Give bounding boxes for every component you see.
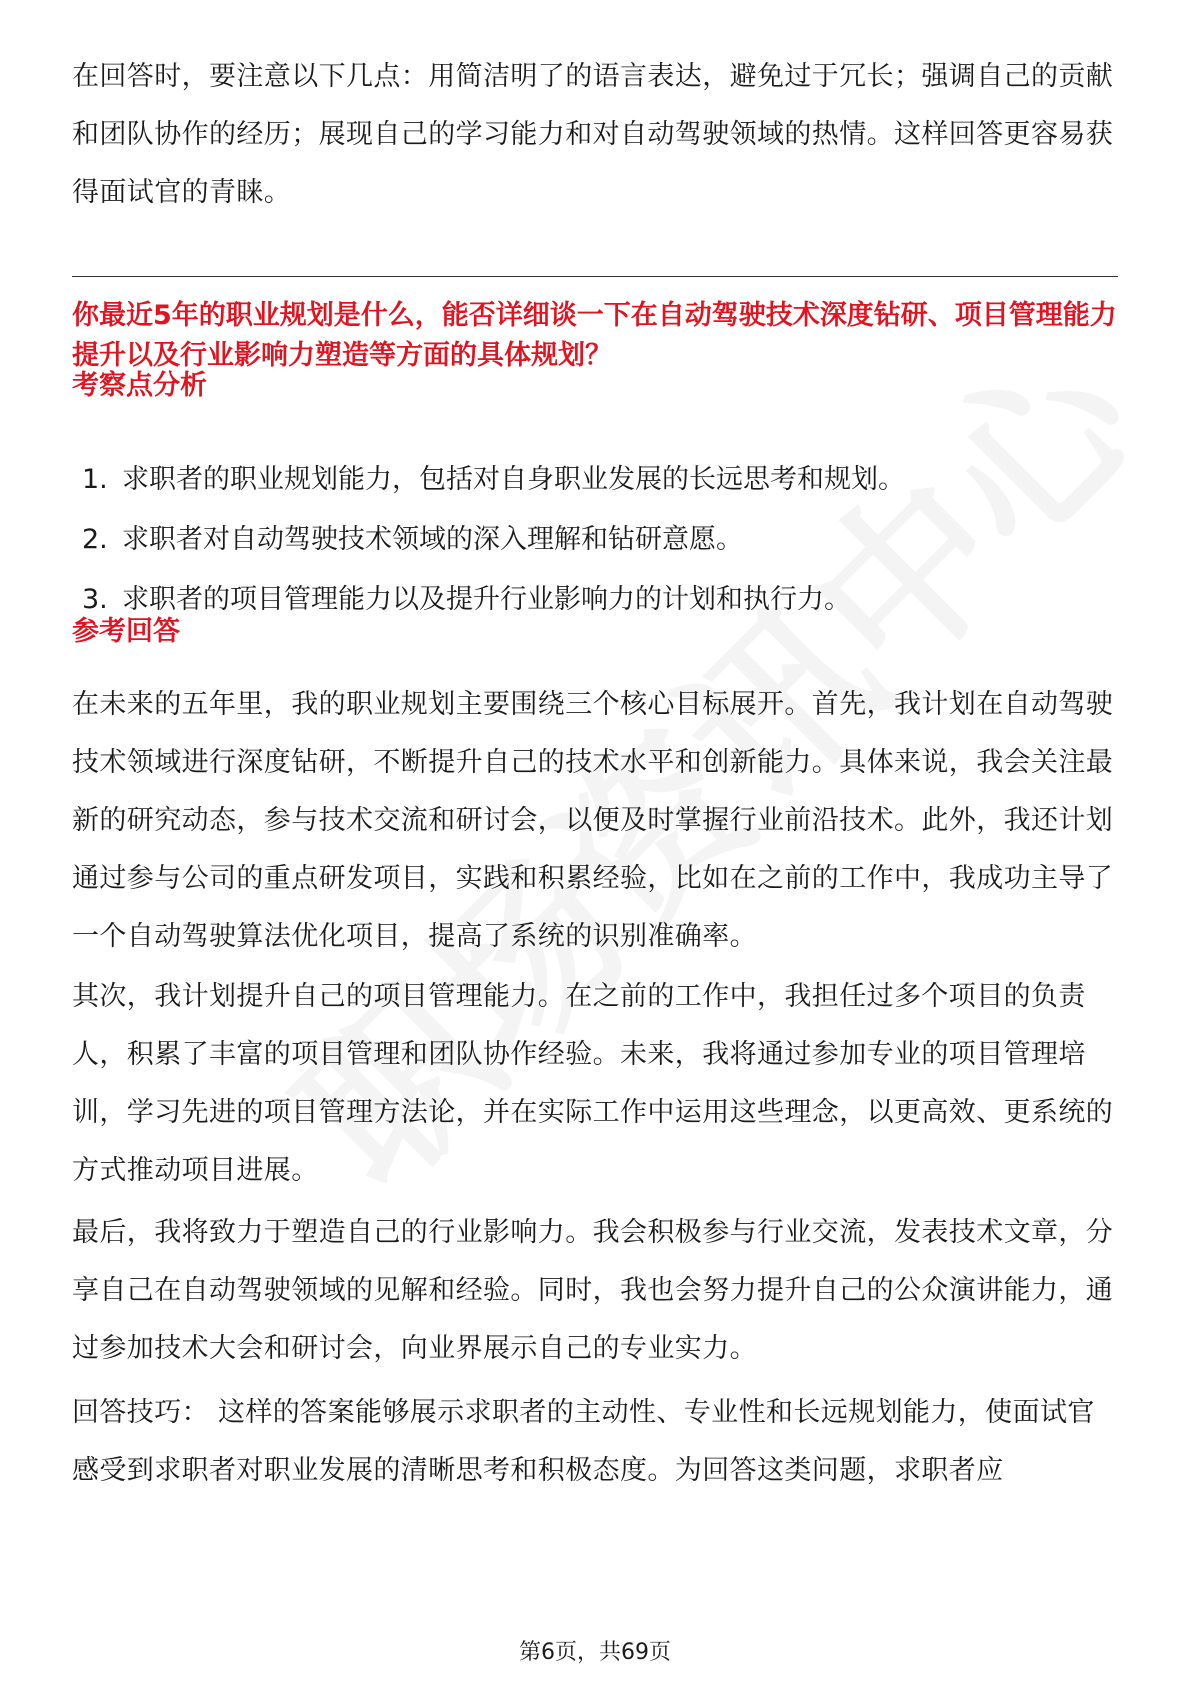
question-title: 你最近5年的职业规划是什么，能否详细谈一下在自动驾驶技术深度钻研、项目管理能力提升以及行业影响力塑造等方面的具体规划？ [72, 300, 1117, 371]
analysis-list [82, 462, 905, 642]
list-item-number: 3. [82, 584, 108, 615]
answer-tips-paragraph: 回答技巧： 这样的答案能够展示求职者的主动性、专业性和长远规划能力，使面试官感受到求职者对职业发展的清晰思考和积极态度。为回答这类问题，求职者应 [72, 1397, 1095, 1486]
list-item-text: 求职者的项目管理能力以及提升行业影响力的计划和执行力。 [122, 584, 851, 615]
answer-paragraph-2: 其次，我计划提升自己的项目管理能力。在之前的工作中，我担任过多个项目的负责人，积累了丰富的项目管理和团队协作经验。未来，我将通过参加专业的项目管理培训，学习先进的项目管理方法论，并在实际工作中运用这些理念，以更高效、更系统的方式推动项目进展。 [72, 981, 1114, 1186]
intro-paragraph: 在回答时，要注意以下几点：用简洁明了的语言表达，避免过于冗长；强调自己的贡献和团队协作的经历；展现自己的学习能力和对自动驾驶领域的热情。这样回答更容易获得面试官的青睐。 [72, 61, 1114, 208]
answer-paragraph-1: 在未来的五年里，我的职业规划主要围绕三个核心目标展开。首先，我计划在自动驾驶技术领域进行深度钻研，不断提升自己的技术水平和创新能力。具体来说，我会关注最新的研究动态，参与技术交流和研讨会，以便及时掌握行业前沿技术。此外，我还计划通过参与公司的重点研发项目，实践和积累经验，比如在之前的工作中，我成功主导了一个自动驾驶算法优化项目，提高了系统的识别准确率。 [72, 689, 1114, 952]
answer-heading: 参考回答 [72, 616, 180, 647]
answer-paragraph-3: 最后，我将致力于塑造自己的行业影响力。我会积极参与行业交流，发表技术文章，分享自己在自动驾驶领域的见解和经验。同时，我也会努力提升自己的公众演讲能力，通过参加技术大会和研讨会，向业界展示自己的专业实力。 [72, 1217, 1114, 1364]
section-divider [72, 276, 1118, 277]
list-item-number: 1. [82, 464, 108, 495]
document-page [72, 0, 1118, 1684]
list-item [82, 522, 905, 558]
analysis-heading: 考察点分析 [72, 370, 207, 401]
page-footer: 第6页，共69页 [519, 1640, 671, 1665]
list-item-number: 2. [82, 524, 108, 555]
list-item [82, 582, 905, 618]
list-item-text: 求职者的职业规划能力，包括对自身职业发展的长远思考和规划。 [122, 464, 905, 495]
list-item-text: 求职者对自动驾驶技术领域的深入理解和钻研意愿。 [122, 524, 743, 555]
list-item [82, 462, 905, 498]
